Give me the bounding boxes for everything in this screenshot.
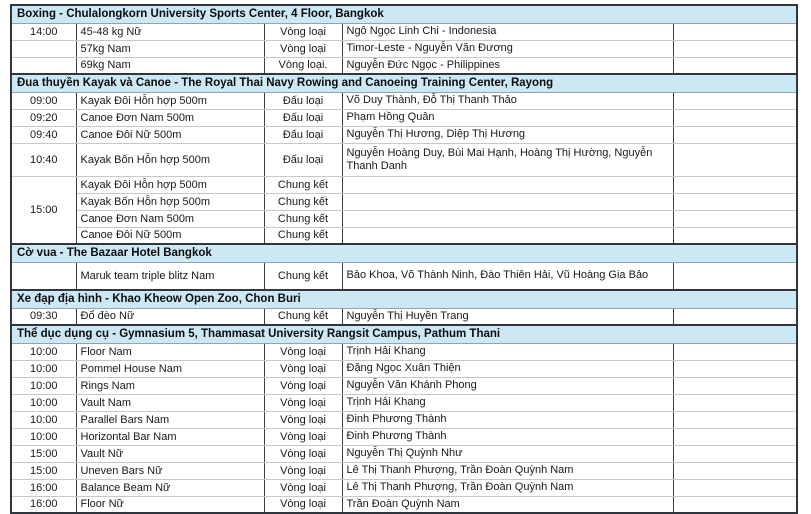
round-cell: Vòng loại [264,40,342,57]
table-row [11,227,797,244]
event-cell: Rings Nam [76,377,264,394]
table-row [11,377,797,394]
round-cell: Vòng loại [264,343,342,360]
notes-cell [673,176,797,193]
table-row [11,126,797,143]
time-cell: 10:00 [11,377,76,394]
athletes-cell: Trịnh Hải Khang [342,394,673,411]
time-cell: 15:00 [11,462,76,479]
round-cell: Vòng loại [264,360,342,377]
round-cell: Chung kết [264,262,342,290]
table-row [11,193,797,210]
round-cell: Đấu loại [264,92,342,109]
round-cell: Vòng loại [264,23,342,40]
athletes-cell: Nguyễn Văn Khánh Phong [342,377,673,394]
athletes-cell: Nguyễn Thị Hương, Diệp Thị Hương [342,126,673,143]
time-cell [11,262,76,290]
round-cell: Đấu loại [264,143,342,176]
time-cell: 15:00 [11,445,76,462]
notes-cell [673,479,797,496]
event-cell: Horizontal Bar Nam [76,428,264,445]
time-cell: 14:00 [11,23,76,40]
athletes-cell: Lê Thị Thanh Phượng, Trần Đoàn Quỳnh Nam [342,479,673,496]
event-cell: Canoe Đôi Nữ 500m [76,126,264,143]
time-cell: 16:00 [11,496,76,513]
athletes-cell: Nguyễn Hoàng Duy, Bùi Mai Hạnh, Hoàng Thị Hường, Nguyễn Thanh Danh [342,143,673,176]
time-cell: 10:00 [11,360,76,377]
athletes-cell [342,210,673,227]
section-header-boxing: Boxing - Chulalongkorn University Sports Center, 4 Floor, Bangkok [11,5,797,23]
notes-cell [673,428,797,445]
table-row [11,57,797,74]
section-header-kayak-canoe: Đua thuyền Kayak và Canoe - The Royal Thai Navy Rowing and Canoeing Training Center, Rayong [11,74,797,92]
notes-cell [673,308,797,325]
round-cell: Chung kết [264,308,342,325]
athletes-cell: Ngô Ngọc Linh Chi - Indonesia [342,23,673,40]
athletes-cell: Nguyễn Thị Quỳnh Như [342,445,673,462]
notes-cell [673,394,797,411]
athletes-cell: Võ Duy Thành, Đỗ Thị Thanh Thảo [342,92,673,109]
event-cell: Pommel House Nam [76,360,264,377]
athletes-cell: Nguyễn Thị Huyền Trang [342,308,673,325]
time-cell-merged: 15:00 [11,176,76,244]
event-cell: Canoe Đôi Nữ 500m [76,227,264,244]
table-row [11,40,797,57]
event-cell: Uneven Bars Nữ [76,462,264,479]
table-row [11,343,797,360]
athletes-cell [342,227,673,244]
event-cell: Canoe Đơn Nam 500m [76,210,264,227]
athletes-cell: Đinh Phương Thành [342,428,673,445]
athletes-cell: Đặng Ngọc Xuân Thiện [342,360,673,377]
round-cell: Chung kết [264,176,342,193]
table-row [11,143,797,176]
event-cell: Floor Nam [76,343,264,360]
event-cell: Vault Nam [76,394,264,411]
notes-cell [673,193,797,210]
time-cell: 10:00 [11,394,76,411]
notes-cell [673,360,797,377]
table-row [11,394,797,411]
time-cell: 10:00 [11,428,76,445]
round-cell: Chung kết [264,193,342,210]
round-cell: Vòng loại [264,496,342,513]
athletes-cell: Đinh Phương Thành [342,411,673,428]
table-row [11,479,797,496]
notes-cell [673,445,797,462]
event-cell: Floor Nữ [76,496,264,513]
table-row [11,411,797,428]
athletes-cell [342,176,673,193]
table-row [11,445,797,462]
section-header-gymnastics: Thể dục dụng cụ - Gymnasium 5, Thammasat University Rangsit Campus, Pathum Thani [11,325,797,343]
table-row [11,210,797,227]
athletes-cell [342,193,673,210]
event-cell: Kayak Đôi Hỗn hợp 500m [76,92,264,109]
event-cell: Đổ đèo Nữ [76,308,264,325]
round-cell: Đấu loại [264,109,342,126]
round-cell: Vòng loại [264,462,342,479]
athletes-cell: Lê Thị Thanh Phượng, Trần Đoàn Quỳnh Nam [342,462,673,479]
notes-cell [673,462,797,479]
round-cell: Vòng loại [264,445,342,462]
event-cell: 45-48 kg Nữ [76,23,264,40]
event-cell: 57kg Nam [76,40,264,57]
table-row [11,428,797,445]
event-cell: Canoe Đơn Nam 500m [76,109,264,126]
time-cell: 16:00 [11,479,76,496]
time-cell: 10:00 [11,411,76,428]
event-cell: Balance Beam Nữ [76,479,264,496]
round-cell: Vòng loại [264,428,342,445]
notes-cell [673,126,797,143]
table-row [11,308,797,325]
time-cell: 09:40 [11,126,76,143]
table-row [11,23,797,40]
notes-cell [673,227,797,244]
event-cell: Maruk team triple blitz Nam [76,262,264,290]
athletes-cell: Trần Đoàn Quỳnh Nam [342,496,673,513]
table-row [11,462,797,479]
time-cell [11,40,76,57]
time-cell: 10:40 [11,143,76,176]
notes-cell [673,92,797,109]
time-cell: 09:20 [11,109,76,126]
athletes-cell: Timor-Leste - Nguyễn Văn Đương [342,40,673,57]
round-cell: Vòng loại [264,479,342,496]
notes-cell [673,143,797,176]
event-cell: Parallel Bars Nam [76,411,264,428]
athletes-cell: Nguyễn Đức Ngọc - Philippines [342,57,673,74]
notes-cell [673,57,797,74]
notes-cell [673,496,797,513]
event-cell: Kayak Bốn Hỗn hợp 500m [76,143,264,176]
time-cell [11,57,76,74]
table-row [11,496,797,513]
time-cell: 09:00 [11,92,76,109]
table-row [11,92,797,109]
notes-cell [673,23,797,40]
table-row [11,176,797,193]
notes-cell [673,411,797,428]
schedule-table [10,4,798,514]
section-header-chess: Cờ vua - The Bazaar Hotel Bangkok [11,244,797,262]
event-cell: Vault Nữ [76,445,264,462]
athletes-cell: Phạm Hồng Quân [342,109,673,126]
time-cell: 09:30 [11,308,76,325]
round-cell: Vòng loại [264,394,342,411]
athletes-cell: Bảo Khoa, Võ Thành Ninh, Đào Thiên Hải, Vũ Hoàng Gia Bảo [342,262,673,290]
notes-cell [673,210,797,227]
round-cell: Vòng loại [264,411,342,428]
round-cell: Chung kết [264,210,342,227]
round-cell: Vòng loại [264,377,342,394]
table-row [11,109,797,126]
table-row [11,360,797,377]
event-cell: Kayak Đôi Hỗn hợp 500m [76,176,264,193]
round-cell: Vòng loại. [264,57,342,74]
notes-cell [673,262,797,290]
round-cell: Chung kết [264,227,342,244]
event-cell: Kayak Bốn Hỗn hợp 500m [76,193,264,210]
time-cell: 10:00 [11,343,76,360]
notes-cell [673,109,797,126]
notes-cell [673,40,797,57]
round-cell: Đấu loại [264,126,342,143]
event-cell: 69kg Nam [76,57,264,74]
table-row [11,262,797,290]
athletes-cell: Trịnh Hải Khang [342,343,673,360]
section-header-mountain-bike: Xe đạp địa hình - Khao Kheow Open Zoo, Chon Buri [11,290,797,308]
notes-cell [673,377,797,394]
notes-cell [673,343,797,360]
